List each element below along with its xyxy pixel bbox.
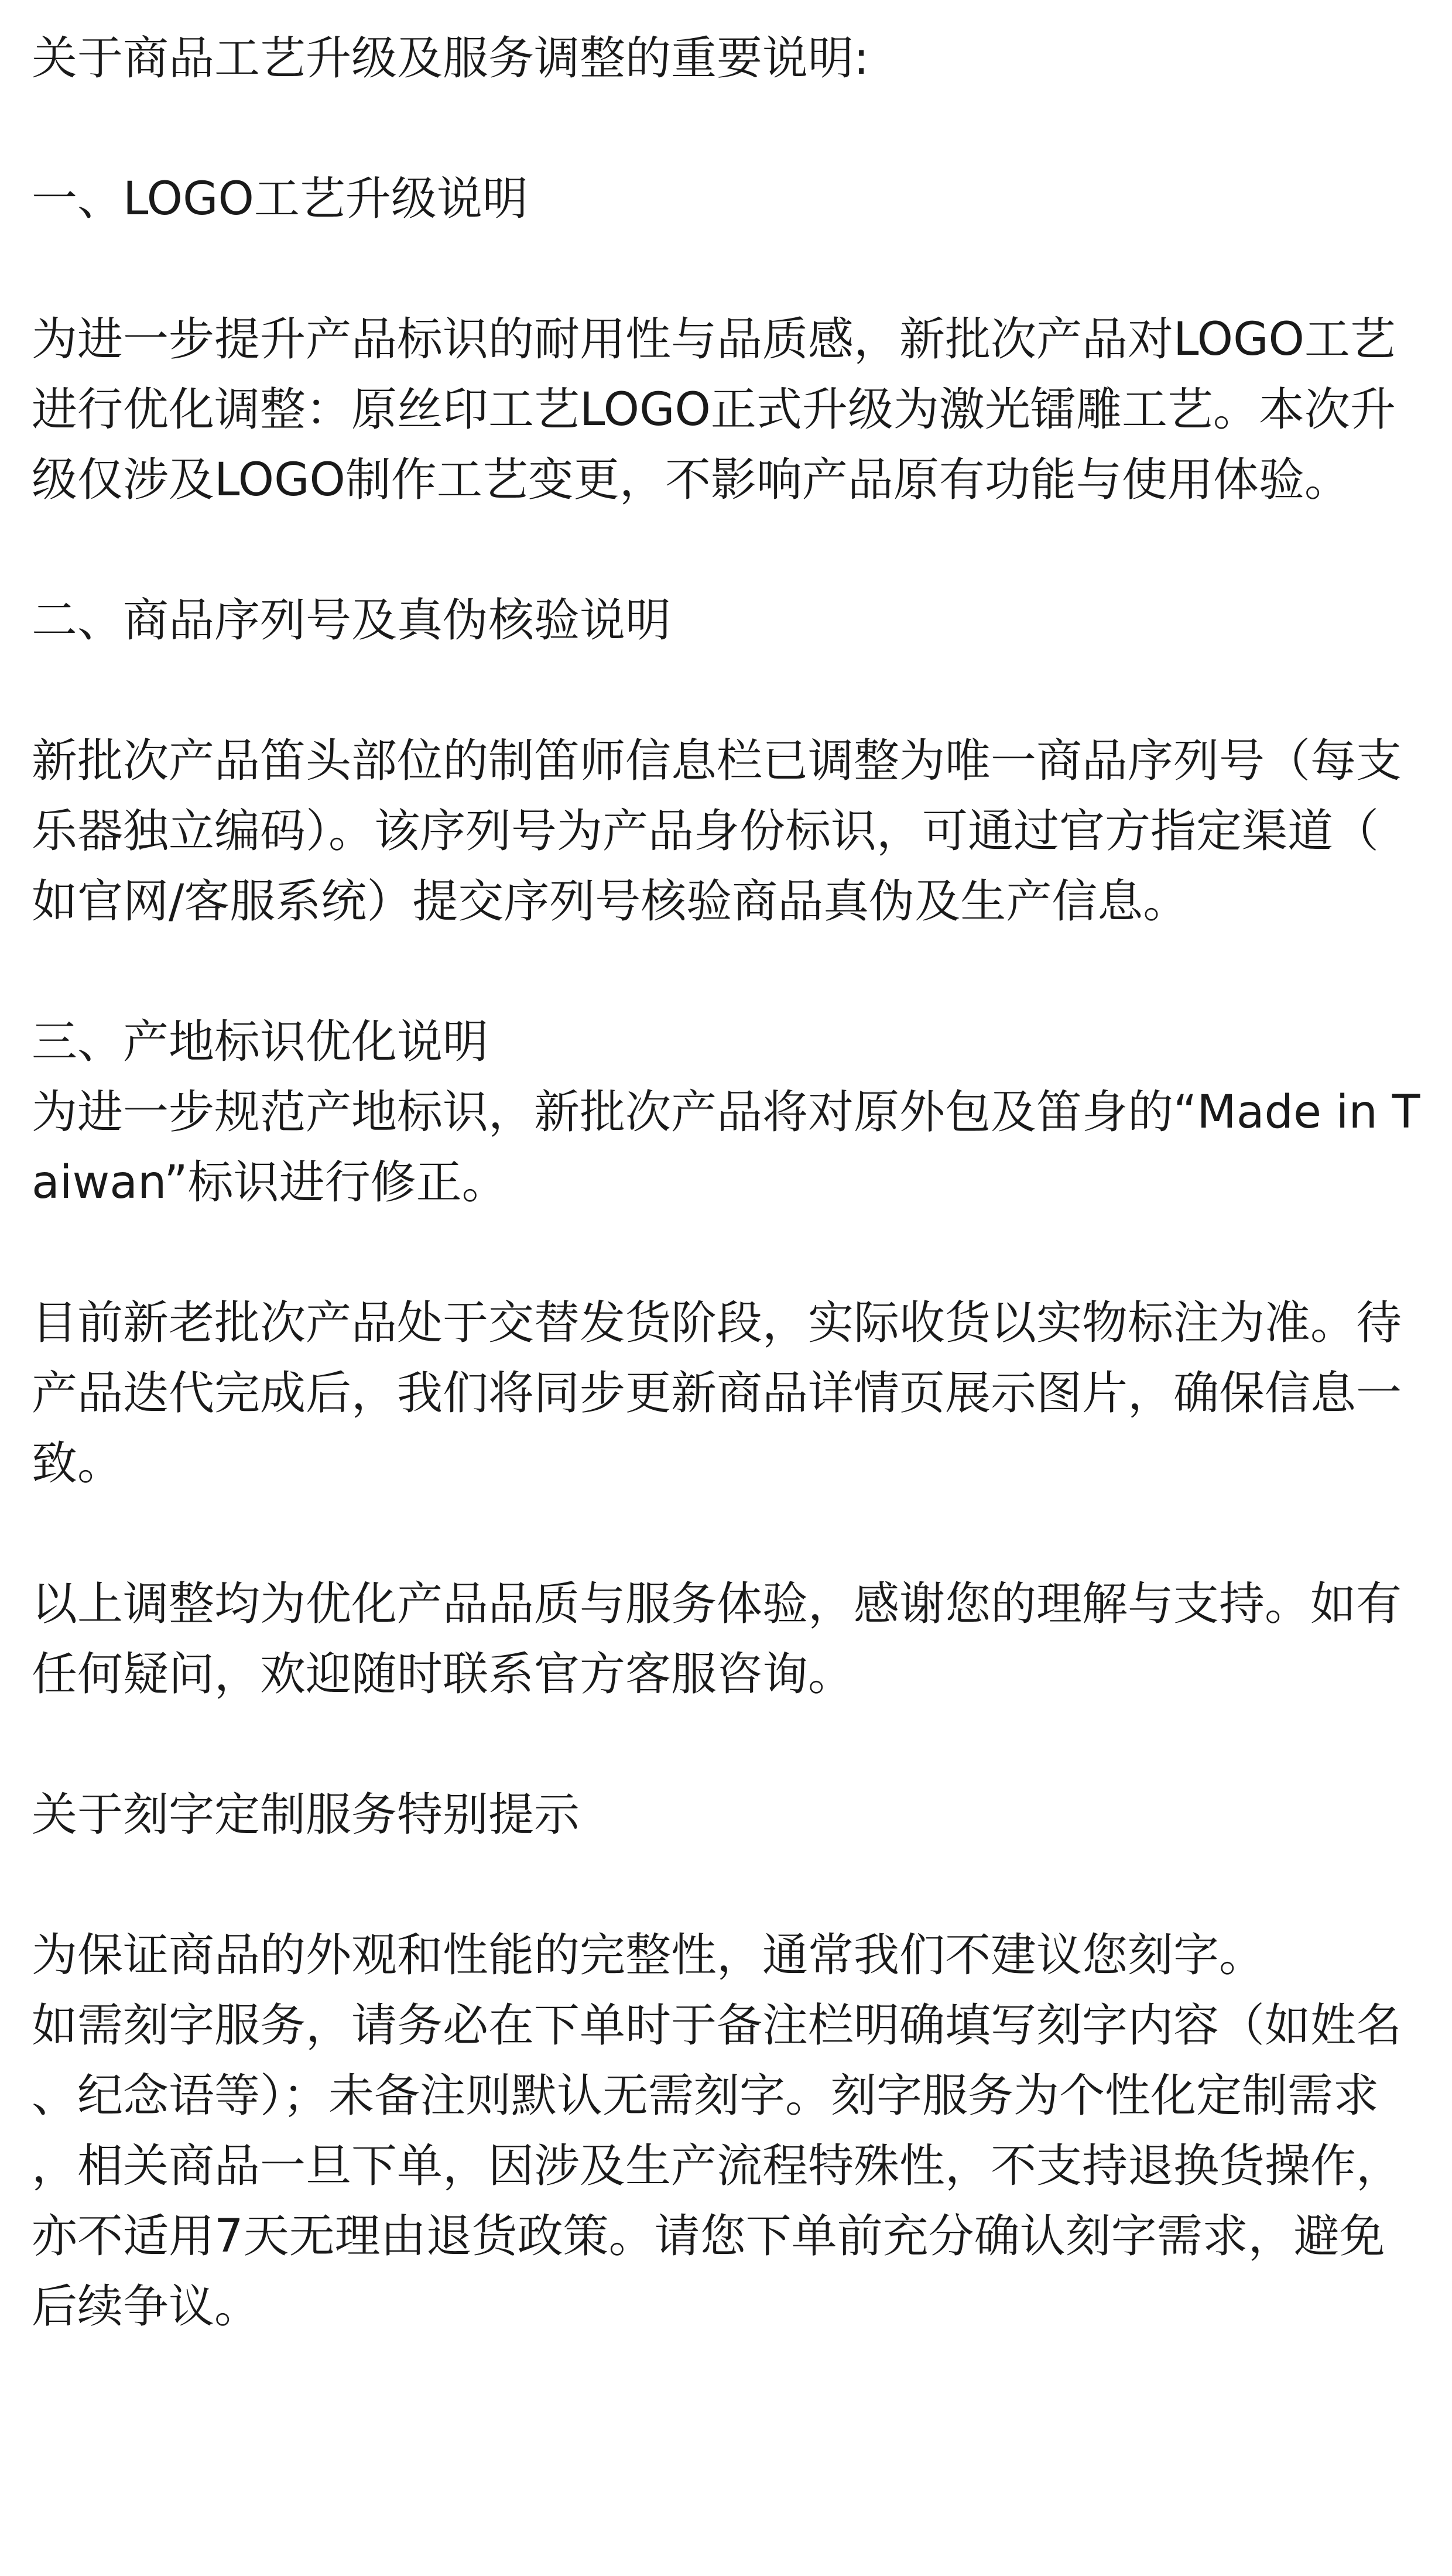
spacer [32, 234, 1420, 304]
spacer [32, 937, 1420, 1007]
notice-line: 目前新老批次产品处于交替发货阶段，实际收货以实物标注为准。待 [32, 1297, 1402, 1349]
document-body [32, 23, 1420, 2342]
section-heading-logo: 一、LOGO工艺升级说明 [32, 173, 528, 225]
spacer [32, 515, 1420, 585]
spacer [32, 1710, 1420, 1780]
spacer [32, 1218, 1420, 1288]
spacer [32, 1499, 1420, 1569]
section-heading-origin: 三、产地标识优化说明 [32, 1016, 489, 1068]
engraving-line: 后续争议。 [32, 2280, 261, 2333]
paragraph-line: 为进一步提升产品标识的耐用性与品质感，新批次产品对LOGO工艺 [32, 313, 1396, 366]
engraving-line: 、纪念语等）；未备注则默认无需刻字。刻字服务为个性化定制需求 [32, 2070, 1379, 2122]
thanks-line: 以上调整均为优化产品品质与服务体验，感谢您的理解与支持。如有 [32, 1578, 1402, 1630]
engraving-heading: 关于刻字定制服务特别提示 [32, 1789, 580, 1841]
spacer [32, 656, 1420, 726]
paragraph-line: 如官网/客服系统）提交序列号核验商品真伪及生产信息。 [32, 875, 1189, 928]
notice-line: 产品迭代完成后，我们将同步更新商品详情页展示图片，确保信息一 [32, 1367, 1402, 1420]
paragraph-line: 为进一步规范产地标识，新批次产品将对原外包及笛身的“Made in T [32, 1086, 1420, 1139]
engraving-line: 亦不适用7天无理由退货政策。请您下单前充分确认刻字需求，避免 [32, 2210, 1385, 2263]
spacer [32, 94, 1420, 164]
paragraph-line: 级仅涉及LOGO制作工艺变更，不影响产品原有功能与使用体验。 [32, 454, 1350, 506]
paragraph-line: 新批次产品笛头部位的制笛师信息栏已调整为唯一商品序列号（每支 [32, 735, 1402, 787]
engraving-line: ，相关商品一旦下单，因涉及生产流程特殊性，不支持退换货操作， [32, 2140, 1402, 2193]
paragraph-line: aiwan”标识进行修正。 [32, 1156, 508, 1209]
notice-line: 致。 [32, 1437, 124, 1490]
engraving-line: 为保证商品的外观和性能的完整性，通常我们不建议您刻字。 [32, 1929, 1265, 1982]
section-heading-serial: 二、商品序列号及真伪核验说明 [32, 594, 672, 647]
thanks-line: 任何疑问，欢迎随时联系官方客服咨询。 [32, 1648, 854, 1701]
engraving-line: 如需刻字服务，请务必在下单时于备注栏明确填写刻字内容（如姓名 [32, 1999, 1402, 2052]
paragraph-line: 乐器独立编码）。该序列号为产品身份标识，可通过官方指定渠道（ [32, 805, 1379, 858]
paragraph-line: 进行优化调整：原丝印工艺LOGO正式升级为激光镭雕工艺。本次升 [32, 383, 1396, 436]
document-title: 关于商品工艺升级及服务调整的重要说明: [32, 32, 869, 85]
spacer [32, 1850, 1420, 1920]
